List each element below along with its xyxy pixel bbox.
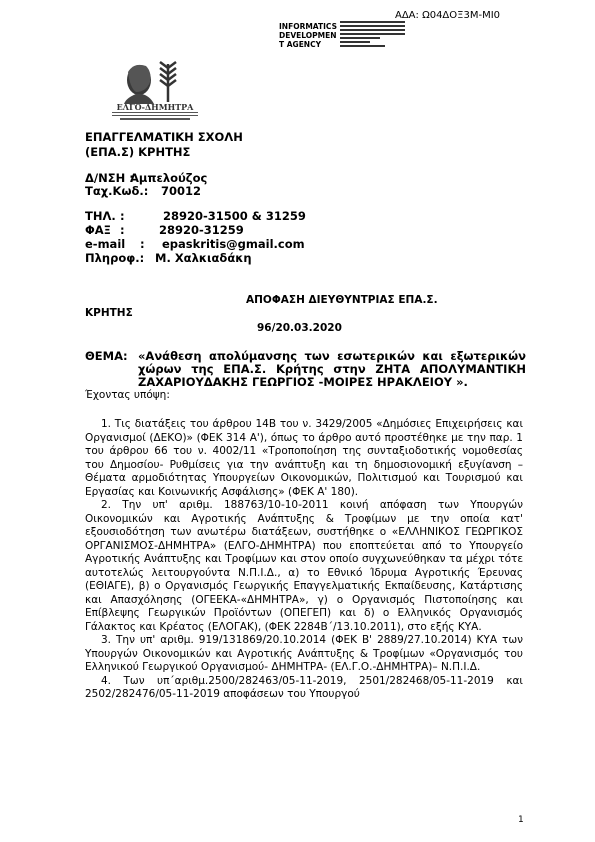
fax-row: ΦΑΞ : 28920-31259 (85, 223, 244, 237)
fax-label: ΦΑΞ (85, 223, 111, 237)
info-value: Μ. Χαλκιαδάκη (155, 251, 252, 265)
address-label: Δ/ΝΣΗ : (85, 171, 134, 185)
subject-line-3: ΖΑΧΑΡΙΟΥΔΑΚΗΣ ΓΕΩΡΓΙΟΣ -ΜΟΙΡΕΣ ΗΡΑΚΛΕΙΟΥ ». (138, 375, 468, 389)
fax-value: 28920-31259 (159, 223, 244, 237)
school-name: ΕΠΑΓΓΕΛΜΑΤΙΚΗ ΣΧΟΛΗ (85, 130, 243, 144)
paragraph: 1. Τις διατάξεις του άρθρου 14Β του ν. 3429/2005 «Δημόσιες Επιχειρήσεις και Οργανισμοί (ΔΕΚΟ)» (ΦΕΚ 314 Α'), όπως το άρθρο αυτό προστέθηκε με την παρ. 1 του άρθρου 66 του ν. 4002/11 «Τροποποίηση της συνταξιοδοτικής νομοθεσίας του Δημοσίου- Ρυθμίσεις για την ανάπτυξη και τη δημοσιονομική εξυγίανση – Θέματα αρμοδιότητας Υπουργείων Οικονομικών, Πολιτισμού και Τουρισμού και Εργασίας και Κοινωνικής Ασφάλισης» (ΦΕΚ Α' 180). (85, 418, 523, 498)
phone-value: 28920-31500 & 31259 (163, 209, 306, 223)
address-row (85, 171, 208, 185)
zip-value: 70012 (161, 184, 202, 198)
decision-number: 96/20.03.2020 (257, 322, 342, 334)
logo-name: ΕΛΓΟ-ΔΗΜΗΤΡΑ (116, 102, 194, 112)
page-number: 1 (518, 815, 524, 825)
decision-title-cont: ΚΡΗΤΗΣ (85, 307, 133, 319)
email-value: epaskritis@gmail.com (162, 237, 305, 251)
ada-code: ΑΔΑ: Ω04ΔΟΞ3Μ-ΜΙ0 (395, 10, 501, 21)
having-regard: Έχοντας υπόψη: (85, 389, 170, 401)
paragraph: 4. Των υπ΄αριθμ.2500/282463/05-11-2019, 2501/282468/05-11-2019 και 2502/282476/05-11-2019 αποφάσεων του Υπουργού (85, 674, 523, 700)
subject-line-1: «Ανάθεση απολύμανσης των εσωτερικών και εξωτερικών (138, 349, 526, 363)
agency-stamp-line: T AGENCY (279, 40, 322, 49)
phone-row: ΤΗΛ. : 28920-31500 & 31259 (85, 209, 306, 223)
agency-stamp-line: DEVELOPMEN (279, 31, 337, 40)
zip-label: Ταχ.Κωδ.: (85, 184, 149, 198)
phone-label: ΤΗΛ. (85, 209, 116, 223)
subject-line-2: χώρων της ΕΠΑ.Σ. Κρήτης στην ΖΗΤΑ ΑΠΟΛΥΜΑΝΤΙΚΗ (138, 362, 526, 376)
paragraph: 2. Την υπ' αριθμ. 188763/10-10-2011 κοινή απόφαση των Υπουργών Οικονομικών και Αγροτικής Ανάπτυξης & Τροφίμων με την οποία κατ' εξουσιοδότηση των ανωτέρω διατάξεων, συστήθηκε ο «ΕΛΛΗΝΙΚΟΣ ΓΕΩΡΓΙΚΟΣ ΟΡΓΑΝΙΣΜΟΣ-ΔΗΜΗΤΡΑ» (ΕΛΓΟ-ΔΗΜΗΤΡΑ) που εποπτεύεται από το Υπουργείο Αγροτικής Ανάπτυξης και Τροφίμων και στον οποίο συγχωνεύθηκαν τα μέχρι τότε αυτοτελώς λειτουργούντα Ν.Π.Ι.Δ., α) το Εθνικό Ίδρυμα Αγροτικής Έρευνας (ΕΘΙΑΓΕ), β) ο Οργανισμός Γεωργικής Επαγγελματικής Εκπαίδευσης, Κατάρτισης και Απασχόλησης (ΟΓΕΕΚΑ-«ΔΗΜΗΤΡΑ», γ) ο Οργανισμός Πιστοποίησης και Επίβλεψης Γεωργικών Προϊόντων (ΟΠΕΓΕΠ) και δ) ο Ελληνικός Οργανισμός Γάλακτος και Κρέατος (ΕΛΟΓΑΚ), (ΦΕΚ 2284Β΄/13.10.2011), στο εξής ΚΥΑ. (85, 499, 523, 633)
address-value: Αμπελούζος (130, 171, 208, 185)
email-label: e-mail (85, 237, 126, 251)
info-row (85, 251, 252, 265)
body-text (85, 418, 523, 702)
school-short: (ΕΠΑ.Σ) ΚΡΗΤΗΣ (85, 145, 191, 159)
logo-subtitle (112, 112, 198, 122)
email-row: e-mail : epaskritis@gmail.com (85, 237, 305, 251)
paragraph: 3. Την υπ' αριθμ. 919/131869/20.10.2014 (ΦΕΚ Β' 2889/27.10.2014) ΚΥΑ των Υπουργών Οικονομικών και Αγροτικής Ανάπτυξης & Τροφίμων «Οργανισμός του Ελληνικού Γεωργικού Οργανισμού- ΔΗΜΗΤΡΑ- (ΕΛ.Γ.Ο.-ΔΗΜΗΤΡΑ)– Ν.Π.Ι.Δ. (85, 634, 523, 673)
subject-label: ΘΕΜΑ: (85, 349, 128, 363)
info-label: Πληροφ.: (85, 251, 145, 265)
zip-row (85, 184, 202, 198)
agency-stamp-fineprint (340, 21, 405, 49)
decision-title: ΑΠΟΦΑΣΗ ΔΙΕΥΘΥΝΤΡΙΑΣ ΕΠΑ.Σ. (246, 294, 438, 306)
agency-stamp-line: INFORMATICS (279, 22, 337, 31)
agency-stamp (279, 22, 337, 49)
